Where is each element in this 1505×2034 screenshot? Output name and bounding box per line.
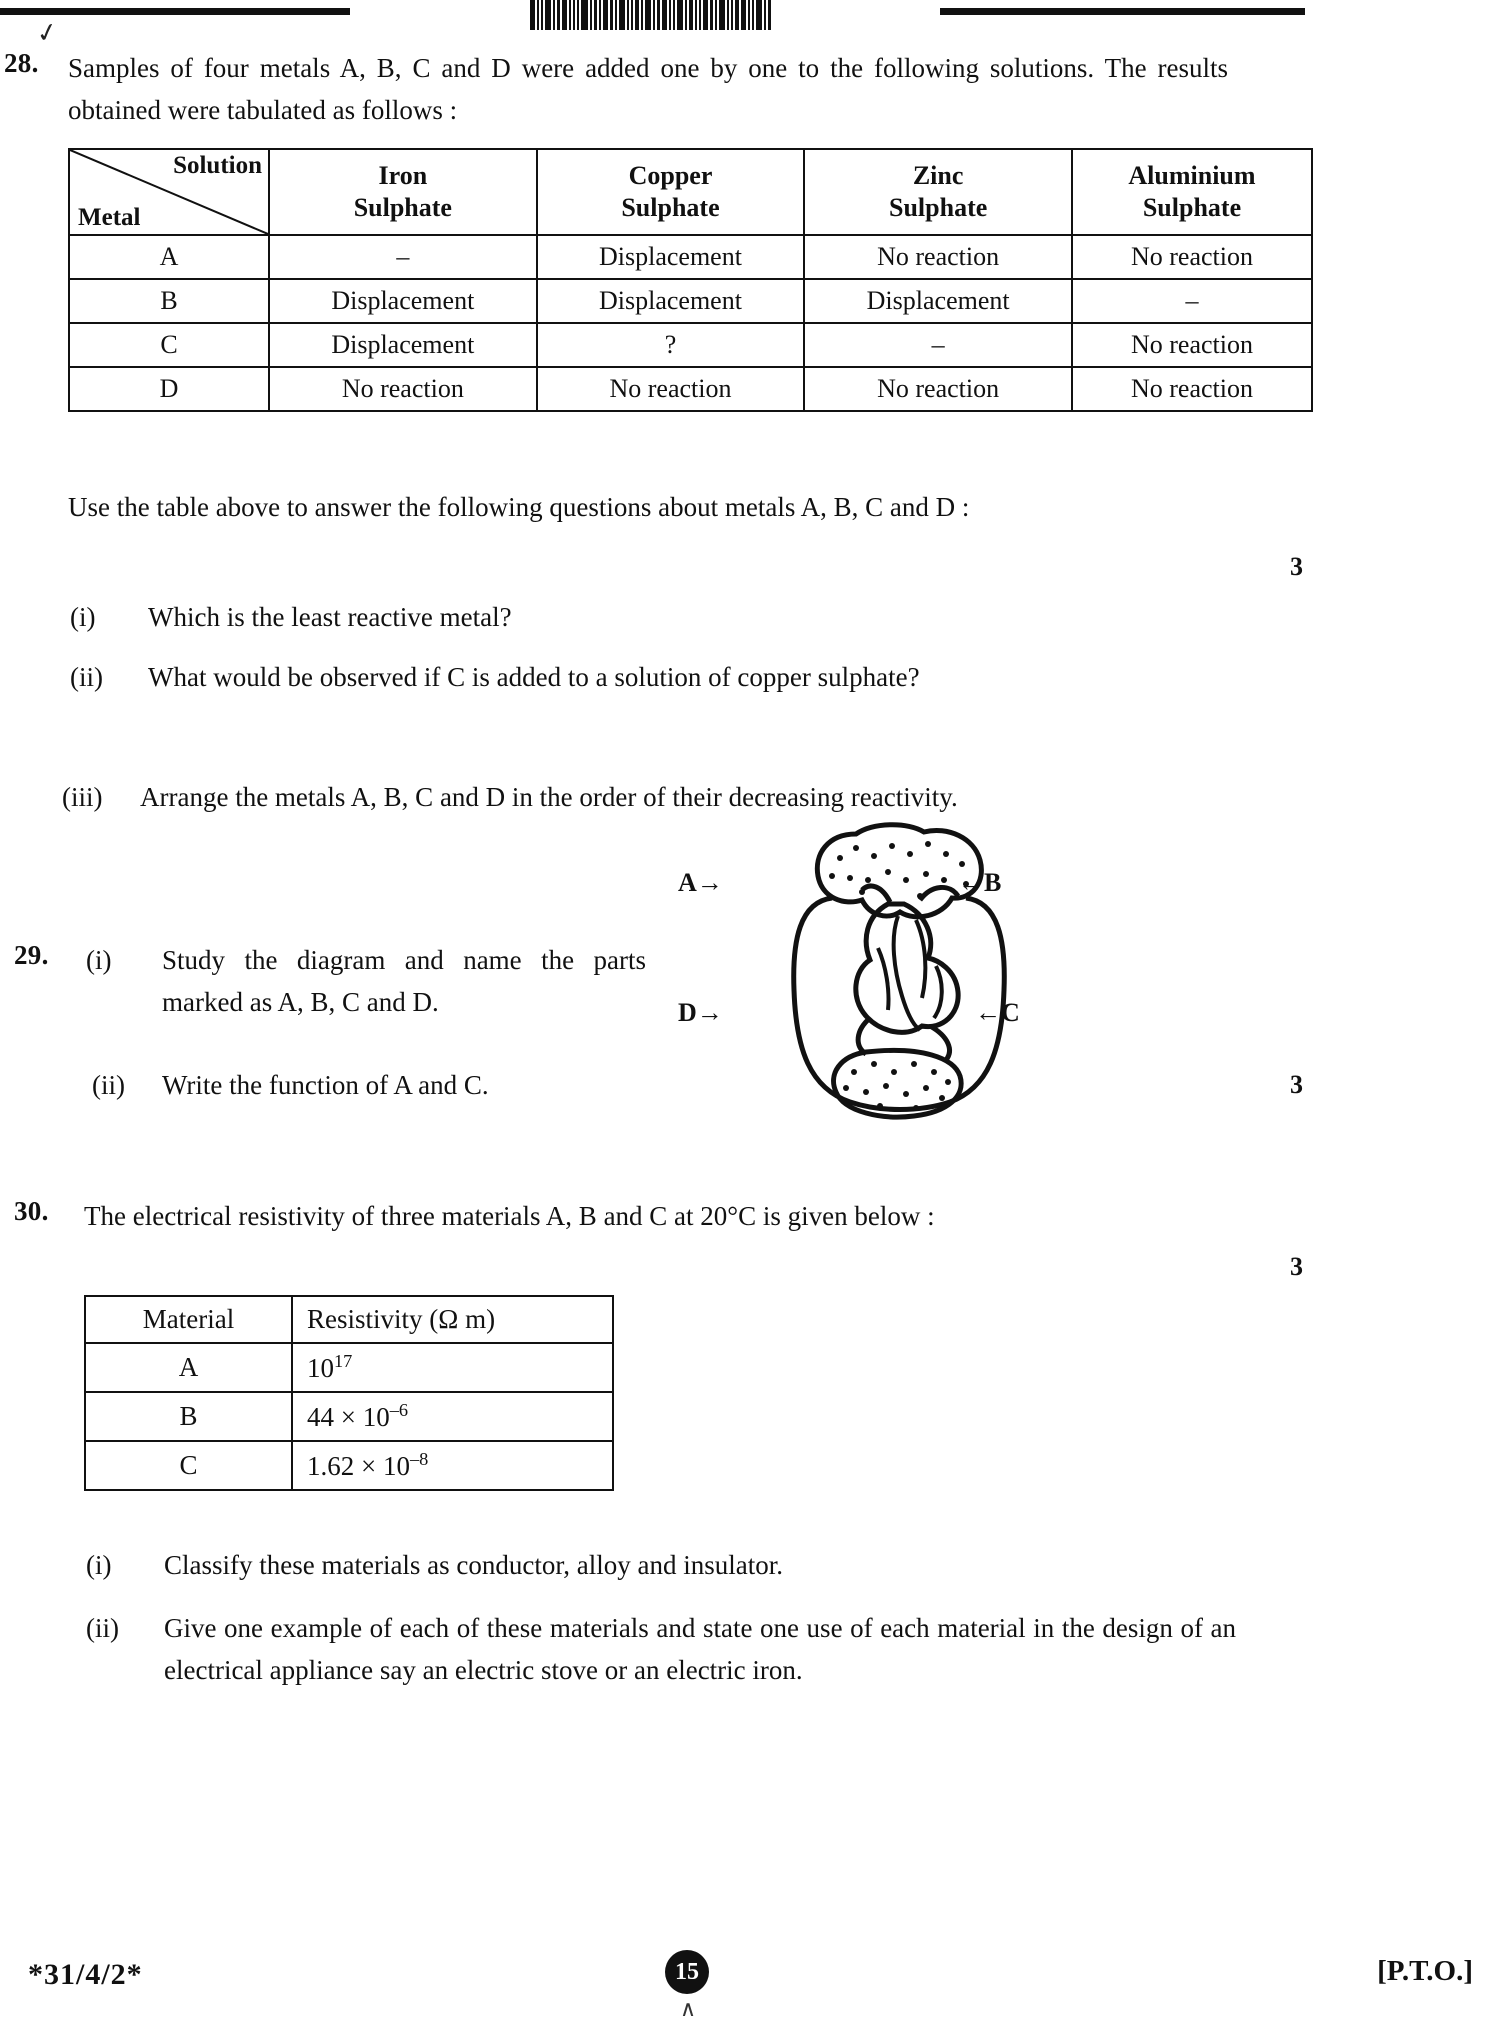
cell-b-iron: Displacement xyxy=(269,279,537,323)
check-mark-icon: ✓ xyxy=(33,16,61,50)
cell-a-copper: Displacement xyxy=(537,235,805,279)
header-material: Material xyxy=(85,1296,292,1343)
question-28-stem: Samples of four metals A, B, C and D were added one by one to the following solutions. The results obtained were tabulated as follows : xyxy=(68,53,1228,125)
page-number-badge: 15 xyxy=(665,1950,709,1994)
table-corner-cell xyxy=(69,149,269,235)
heart-label-d: D→ xyxy=(678,998,723,1027)
table-row xyxy=(69,367,1312,411)
question-30-subpart-ii xyxy=(86,1608,1236,1692)
subpart-text: Give one example of each of these materials and state one use of each material in the design of an electrical appliance say an electric stove or an electric iron. xyxy=(164,1613,1236,1685)
cell-c-copper: ? xyxy=(537,323,805,367)
subpart-text: Arrange the metals A, B, C and D in the order of their decreasing reactivity. xyxy=(140,782,958,812)
subpart-label: (i) xyxy=(86,1550,112,1580)
header-resistivity: Resistivity (Ω m) xyxy=(292,1296,613,1343)
barcode xyxy=(530,0,780,30)
subpart-text: Classify these materials as conductor, alloy and insulator. xyxy=(164,1550,784,1580)
table-row xyxy=(85,1441,613,1490)
human-heart-diagram xyxy=(678,820,1030,1100)
metals-reaction-table xyxy=(68,148,1313,412)
column-header-copper-sulphate xyxy=(537,149,805,235)
column-header-zinc-sulphate xyxy=(804,149,1072,235)
material-c: C xyxy=(85,1441,292,1490)
question-29-marks: 3 xyxy=(1290,1070,1303,1099)
table-header-row xyxy=(69,149,1312,235)
subpart-text: Which is the least reactive metal? xyxy=(148,602,512,632)
material-b: B xyxy=(85,1392,292,1441)
heart-label-c: ←C xyxy=(975,998,1020,1027)
material-a: A xyxy=(85,1343,292,1392)
cell-c-zinc: – xyxy=(804,323,1072,367)
row-metal-d: D xyxy=(69,367,269,411)
question-30-stem: The electrical resistivity of three materials A, B and C at 20°C is given below : xyxy=(84,1201,935,1231)
table-row xyxy=(69,323,1312,367)
corner-metal-label: Metal xyxy=(78,204,141,231)
cell-d-zinc: No reaction xyxy=(804,367,1072,411)
question-28-number: 28. xyxy=(4,48,39,78)
col3-line1: Aluminium xyxy=(1128,160,1256,190)
col0-line1: Iron xyxy=(378,160,428,190)
col2-line1: Zinc xyxy=(912,160,964,190)
corner-solution-label: Solution xyxy=(173,152,262,179)
cell-b-aluminium: – xyxy=(1072,279,1312,323)
question-28-marks: 3 xyxy=(1290,552,1303,581)
subpart-label: (ii) xyxy=(86,1613,119,1643)
subpart-label: (ii) xyxy=(92,1070,125,1100)
top-rule-right xyxy=(940,8,1305,15)
table-header-row xyxy=(85,1296,613,1343)
cell-b-zinc: Displacement xyxy=(804,279,1072,323)
table-row xyxy=(85,1343,613,1392)
paper-code: *31/4/2* xyxy=(28,1958,143,1991)
question-28-after-table: Use the table above to answer the following questions about metals A, B, C and D : xyxy=(68,492,970,522)
cell-c-iron: Displacement xyxy=(269,323,537,367)
subpart-label: (iii) xyxy=(62,782,103,812)
cell-c-aluminium: No reaction xyxy=(1072,323,1312,367)
top-rule-left xyxy=(0,8,350,15)
table-row xyxy=(69,235,1312,279)
subpart-text: Write the function of A and C. xyxy=(162,1070,489,1100)
cell-a-aluminium: No reaction xyxy=(1072,235,1312,279)
cell-a-iron: – xyxy=(269,235,537,279)
row-metal-b: B xyxy=(69,279,269,323)
subpart-text: Study the diagram and name the parts marked as A, B, C and D. xyxy=(162,945,646,1017)
question-29-subpart-i xyxy=(86,940,646,1024)
row-metal-c: C xyxy=(69,323,269,367)
question-30-marks: 3 xyxy=(1290,1252,1303,1281)
col2-line2: Sulphate xyxy=(889,193,988,222)
page-top-bar xyxy=(0,0,1505,34)
col0-line2: Sulphate xyxy=(353,193,452,222)
subpart-label: (ii) xyxy=(70,662,103,692)
col3-line2: Sulphate xyxy=(1142,193,1242,222)
heart-label-b: ←B xyxy=(958,868,1002,897)
question-29-number: 29. xyxy=(14,940,49,970)
cell-d-iron: No reaction xyxy=(269,367,537,411)
column-header-iron-sulphate xyxy=(269,149,537,235)
cell-b-copper: Displacement xyxy=(537,279,805,323)
question-28-subpart-ii xyxy=(70,657,1230,699)
col1-line2: Sulphate xyxy=(621,193,720,222)
question-28-subpart-i xyxy=(70,597,1230,639)
resistivity-c: $1.62 \times 10^{-8}$ xyxy=(292,1441,613,1490)
heart-illustration-icon xyxy=(770,820,1030,1120)
resistivity-table xyxy=(84,1295,614,1491)
cell-d-aluminium: No reaction xyxy=(1072,367,1312,411)
question-30-subpart-i xyxy=(86,1545,1236,1587)
caret-icon: ∧ xyxy=(680,1996,697,2021)
question-29-subpart-ii xyxy=(92,1065,652,1107)
table-row xyxy=(85,1392,613,1441)
subpart-text: What would be observed if C is added to a solution of copper sulphate? xyxy=(148,662,920,692)
heart-label-a: A→ xyxy=(678,868,723,897)
pto-label: [P.T.O.] xyxy=(1377,1955,1473,1987)
question-28-subpart-iii xyxy=(62,777,1230,819)
row-metal-a: A xyxy=(69,235,269,279)
question-30-number: 30. xyxy=(14,1196,49,1226)
column-header-aluminium-sulphate xyxy=(1072,149,1312,235)
cell-a-zinc: No reaction xyxy=(804,235,1072,279)
subpart-label: (i) xyxy=(70,602,96,632)
resistivity-a: $10^{17}$ xyxy=(292,1343,613,1392)
resistivity-b: $44 \times 10^{-6}$ xyxy=(292,1392,613,1441)
cell-d-copper: No reaction xyxy=(537,367,805,411)
col1-line1: Copper xyxy=(628,160,713,190)
table-row xyxy=(69,279,1312,323)
subpart-label: (i) xyxy=(86,945,112,975)
